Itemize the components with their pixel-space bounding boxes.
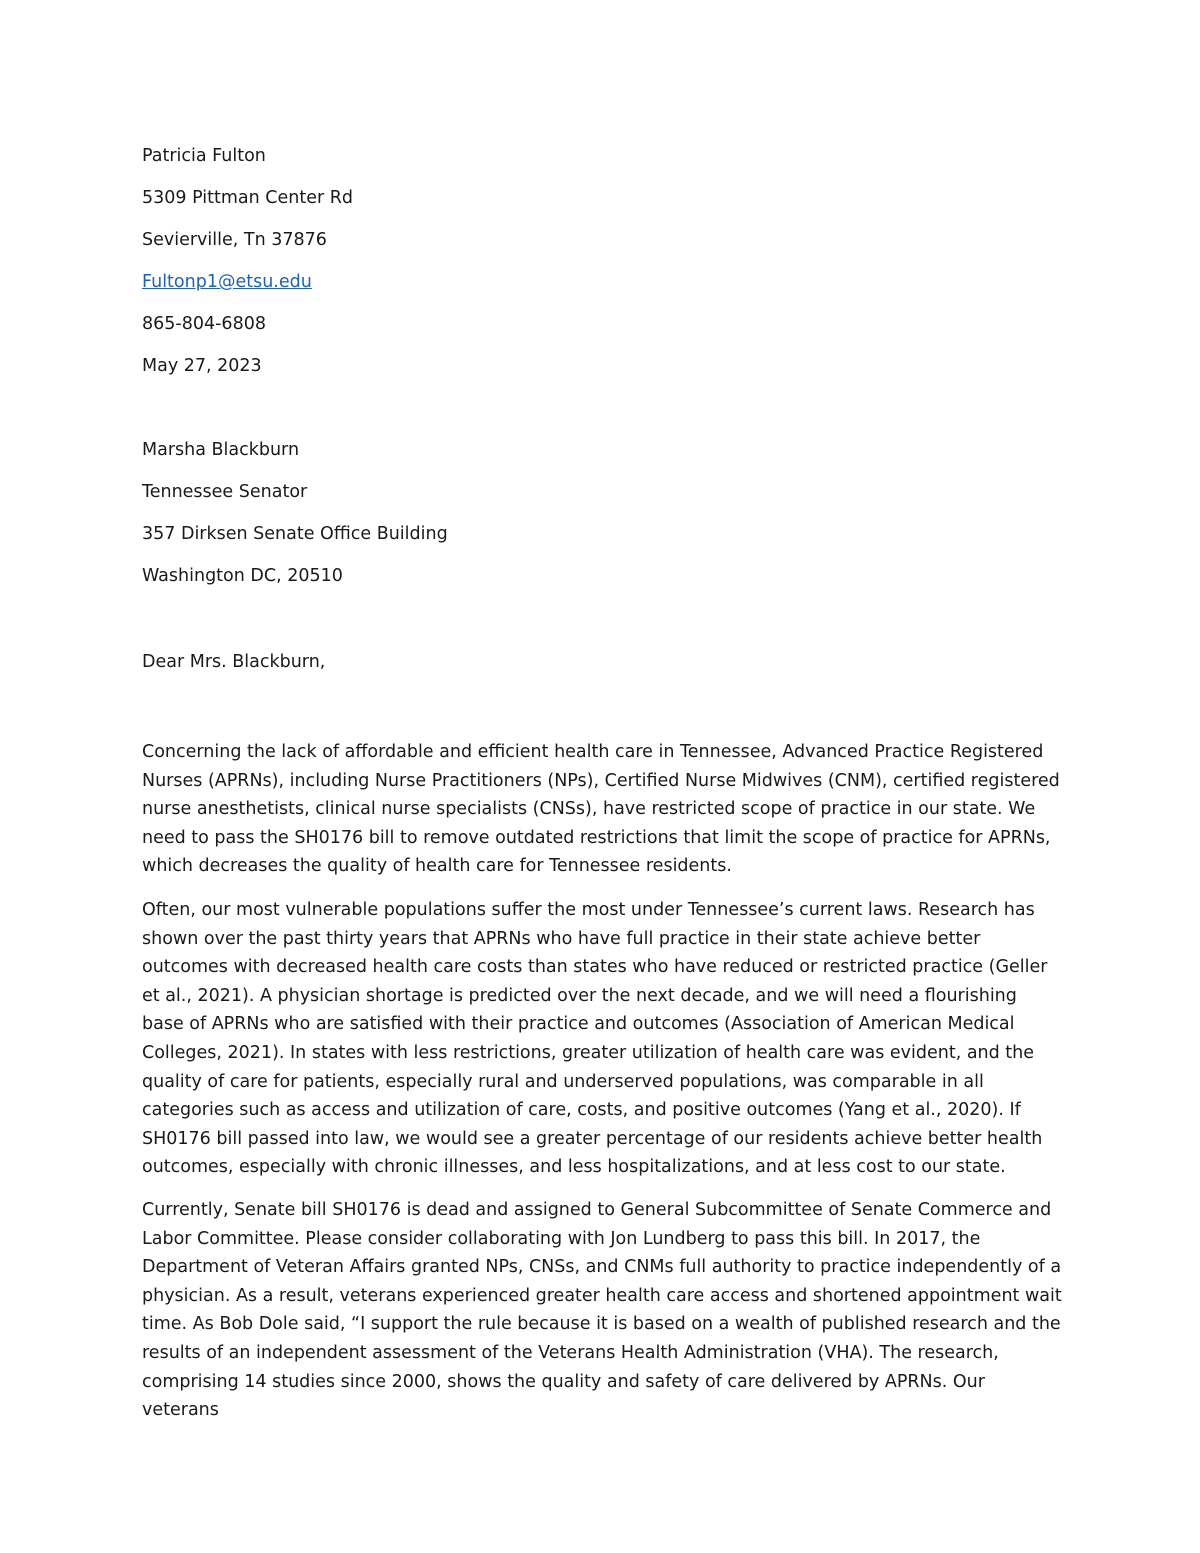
recipient-street: 357 Dirksen Senate Office Building [142,524,448,544]
sender-phone: 865-804-6808 [142,314,266,334]
recipient-city: Washington DC, 20510 [142,566,343,586]
sender-city: Sevierville, Tn 37876 [142,230,327,250]
body-paragraph-3 [142,1196,1062,1425]
recipient-name: Marsha Blackburn [142,440,300,460]
body-paragraph-1 [142,738,1062,881]
salutation-block [142,652,1062,672]
salutation: Dear Mrs. Blackburn, [142,652,326,672]
sender-address-block [142,146,1062,398]
recipient-title: Tennessee Senator [142,482,308,502]
sender-email-link[interactable]: Fultonp1@etsu.edu [142,272,312,292]
letter-date: May 27, 2023 [142,356,262,376]
body-paragraph-2 [142,896,1062,1182]
paragraph-text: Currently, Senate bill SH0176 is dead and assigned to General Subcommittee of Senate Commerce and Labor Committee. Please consider collaborating with Jon Lundberg to pass this bill. In 2017, the Department of Veteran Affairs granted NPs, CNSs, and CNMs full authority to practice independently of a physician. As a result, veterans experienced greater health care access and shortened appointment wait time. As Bob Dole said, “I support the rule because it is based on a wealth of published research and the results of an independent assessment of the Veterans Health Administration (VHA). The research, comprising 14 studies since 2000, shows the quality and safety of care delivered by APRNs. Our veterans [142,1200,1062,1421]
paragraph-text: Often, our most vulnerable populations suffer the most under Tennessee’s current laws. Research has shown over the past thirty years that APRNs who have full practice in their state achieve better outcomes with decreased health care costs than states who have reduced or restricted practice (Geller et al., 2021). A physician shortage is predicted over the next decade, and we will need a flourishing base of APRNs who are satisfied with their practice and outcomes (Association of American Medical Colleges, 2021). In states with less restrictions, greater utilization of health care was evident, and the quality of care for patients, especially rural and underserved populations, was comparable in all categories such as access and utilization of care, costs, and positive outcomes (Yang et al., 2020). If SH0176 bill passed into law, we would see a greater percentage of our residents achieve better health outcomes, especially with chronic illnesses, and less hospitalizations, and at less cost to our state. [142,900,1048,1178]
sender-name: Patricia Fulton [142,146,266,166]
sender-street: 5309 Pittman Center Rd [142,188,354,208]
recipient-address-block [142,440,1062,608]
paragraph-text: Concerning the lack of affordable and efficient health care in Tennessee, Advanced Practice Registered Nurses (APRNs), including Nurse Practitioners (NPs), Certified Nurse Midwives (CNM), certified registered nurse anesthetists, clinical nurse specialists (CNSs), have restricted scope of practice in our state. We need to pass the SH0176 bill to remove outdated restrictions that limit the scope of practice for APRNs, which decreases the quality of health care for Tennessee residents. [142,742,1060,877]
